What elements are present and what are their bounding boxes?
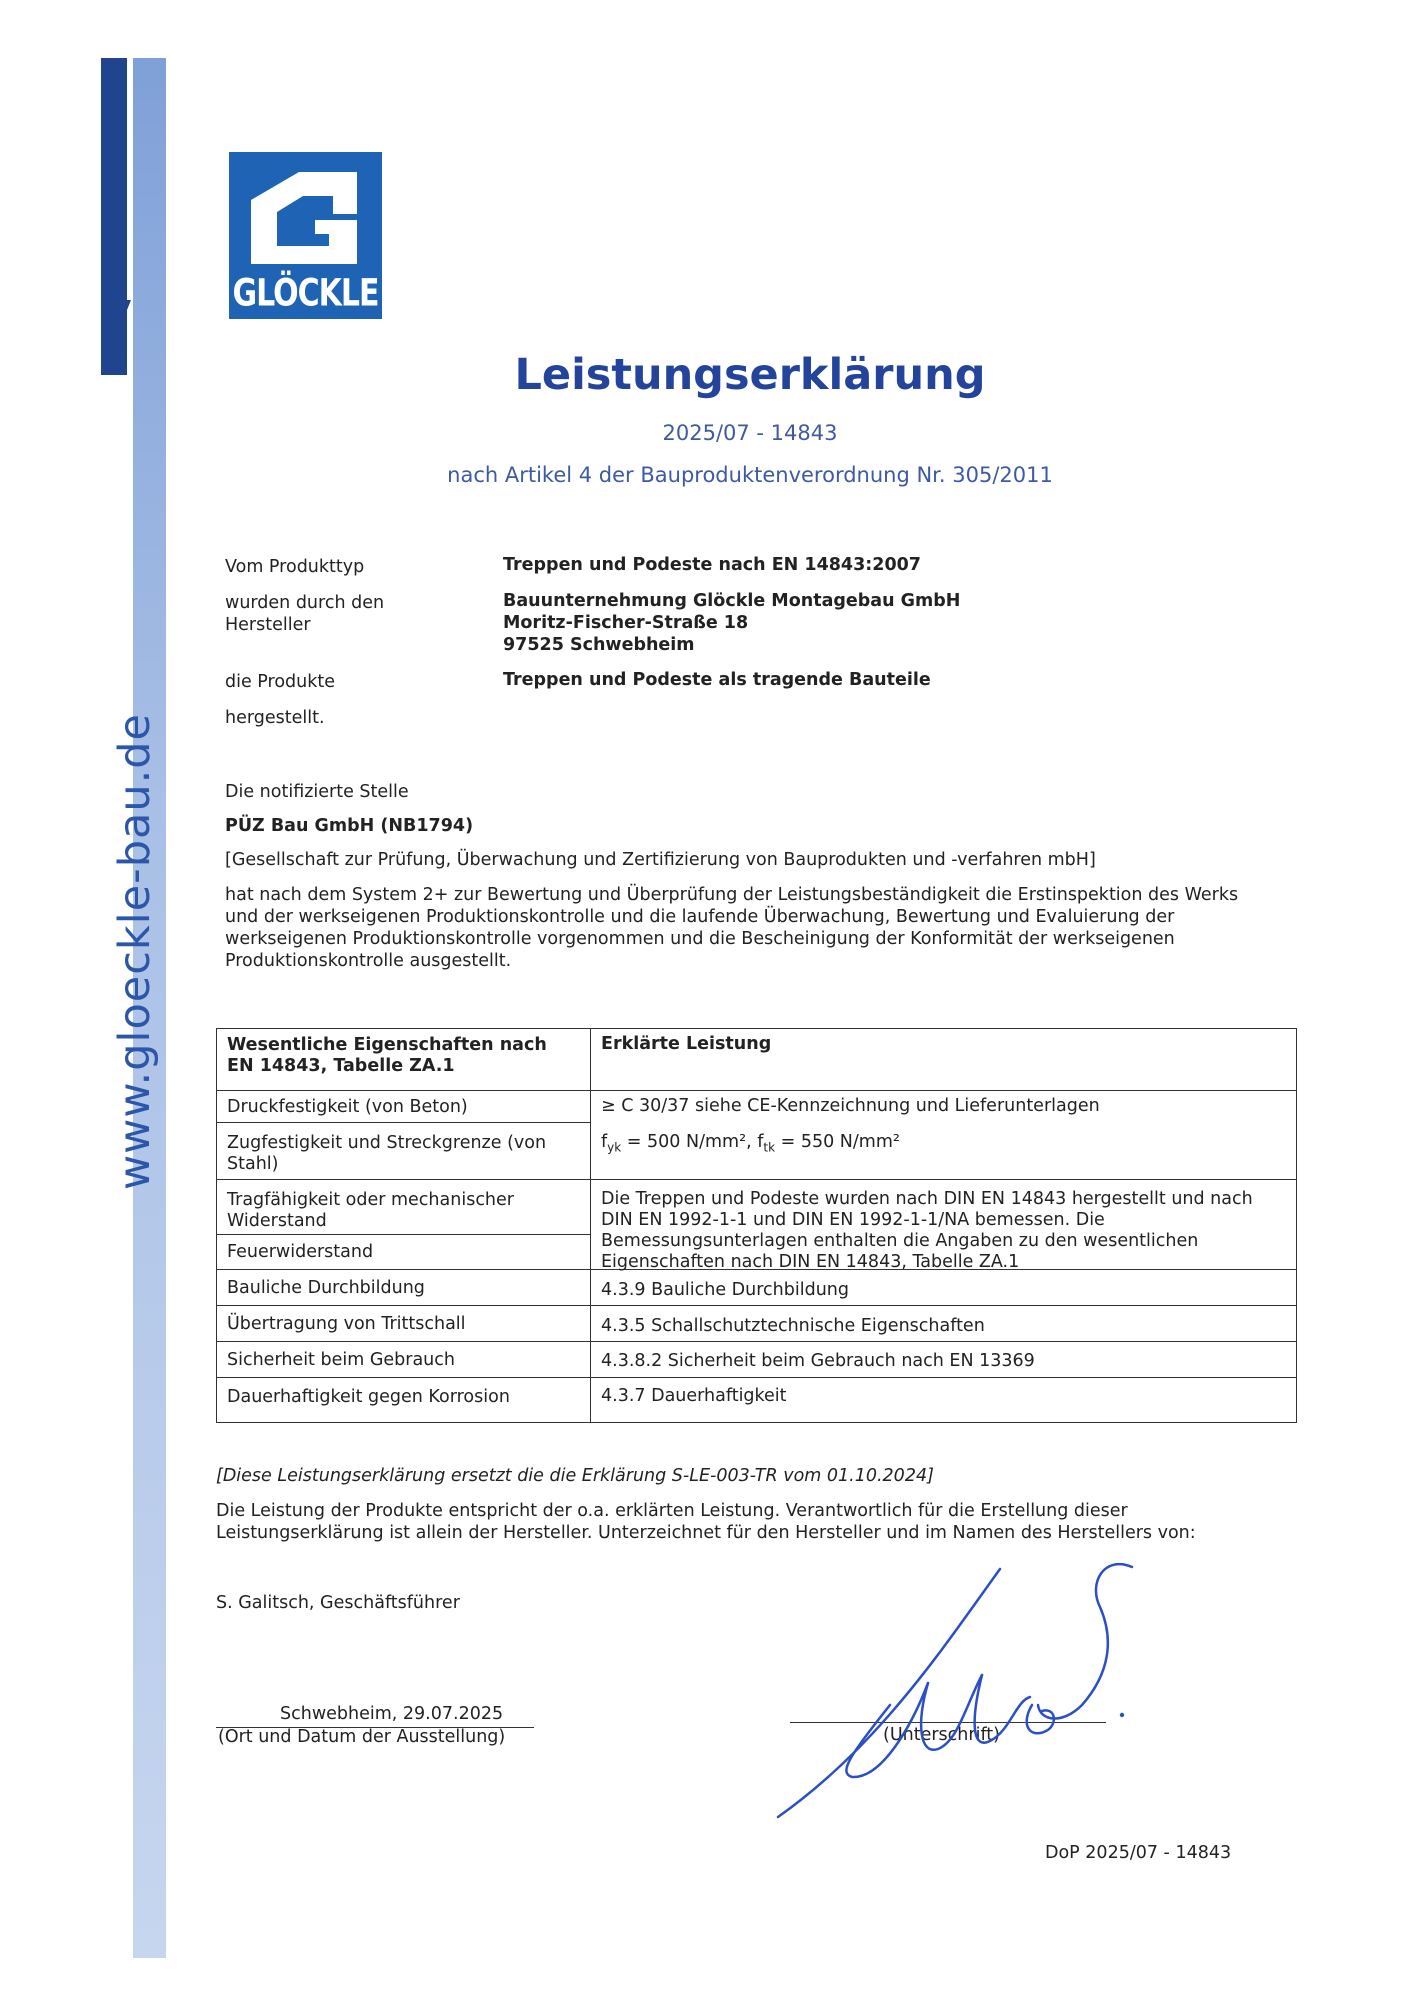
statement-line: hat nach dem System 2+ zur Bewertung und Überprüfung der Leistungsbeständigkeit die Erstinspektion des Werks	[225, 885, 1239, 905]
table-header-divider	[217, 1090, 1296, 1091]
performance-text: = 550 N/mm²	[775, 1132, 900, 1152]
signatory-name: S. Galitsch, Geschäftsführer	[216, 1593, 460, 1613]
product-type-value: Treppen und Podeste nach EN 14843:2007	[503, 555, 921, 575]
property-cell	[227, 1133, 546, 1175]
property-cell: Druckfestigkeit (von Beton)	[227, 1097, 468, 1117]
statement-line: werkseigenen Produktionskontrolle vorgenommen und die Bescheinigung der Konformität der werkseigenen	[225, 929, 1175, 949]
statement-line: und der werkseigenen Produktionskontrolle und die laufende Überwachung, Bewertung und Evaluierung der	[225, 907, 1175, 927]
property-line: Stahl)	[227, 1154, 279, 1174]
performance-cell: 4.3.5 Schallschutztechnische Eigenschaften	[601, 1316, 985, 1336]
place-date-caption: (Ort und Datum der Ausstellung)	[218, 1727, 506, 1747]
notified-body-name: PÜZ Bau GmbH (NB1794)	[225, 816, 474, 836]
properties-table	[216, 1028, 1297, 1423]
products-label: die Produkte	[225, 672, 336, 692]
property-line: Widerstand	[227, 1211, 327, 1231]
table-header-property	[227, 1035, 547, 1077]
performance-subscript: tk	[763, 1140, 776, 1155]
performance-cell: 4.3.7 Dauerhaftigkeit	[601, 1386, 787, 1406]
row-divider	[217, 1305, 1296, 1306]
replacement-note: [Diese Leistungserklärung ersetzt die die Erklärung S-LE-003-TR vom 01.10.2024]	[216, 1466, 934, 1486]
performance-symbol: f	[601, 1132, 608, 1152]
products-value: Treppen und Podeste als tragende Bauteile	[503, 670, 931, 690]
row-divider	[217, 1179, 1296, 1180]
table-header-performance: Erklärte Leistung	[601, 1034, 772, 1054]
notified-body-intro: Die notifizierte Stelle	[225, 782, 409, 802]
property-line: Tragfähigkeit oder mechanischer	[227, 1190, 514, 1210]
signature-caption: (Unterschrift)	[883, 1725, 1000, 1745]
property-cell: Feuerwiderstand	[227, 1242, 374, 1262]
header-line: Wesentliche Eigenschaften nach	[227, 1035, 547, 1055]
performance-cell	[601, 1132, 900, 1159]
statement-line: Produktionskontrolle ausgestellt.	[225, 951, 512, 971]
property-cell: Bauliche Durchbildung	[227, 1278, 425, 1298]
manufacturer-street: Moritz-Fischer-Straße 18	[503, 613, 749, 633]
property-cell: Sicherheit beim Gebrauch	[227, 1350, 455, 1370]
responsibility-statement	[216, 1500, 1196, 1544]
performance-cell: 4.3.9 Bauliche Durchbildung	[601, 1280, 849, 1300]
statement-line: Die Leistung der Produkte entspricht der o.a. erklärten Leistung. Verantwortlich für die Erstellung dieser	[216, 1501, 1128, 1521]
logo-mark-icon	[229, 152, 382, 277]
company-logo	[229, 152, 382, 319]
performance-subscript: yk	[607, 1140, 622, 1155]
page-title: Leistungserklärung	[514, 350, 986, 400]
performance-line: DIN EN 1992-1-1 und DIN EN 1992-1-1/NA bemessen. Die	[601, 1210, 1105, 1230]
row-divider	[217, 1341, 1296, 1342]
product-type-label: Vom Produkttyp	[225, 557, 365, 577]
manufacturer-label-1: wurden durch den	[225, 593, 385, 613]
performance-cell: 4.3.8.2 Sicherheit beim Gebrauch nach EN 13369	[601, 1351, 1035, 1371]
table-column-divider	[590, 1029, 591, 1422]
document-number: 2025/07 - 14843	[662, 421, 838, 445]
property-line: Zugfestigkeit und Streckgrenze (von	[227, 1133, 547, 1153]
performance-line: Eigenschaften nach DIN EN 14843, Tabelle ZA.1	[601, 1252, 1020, 1272]
property-cell: Dauerhaftigkeit gegen Korrosion	[227, 1387, 510, 1407]
property-cell	[227, 1190, 514, 1232]
regulation-reference: nach Artikel 4 der Bauproduktenverordnung Nr. 305/2011	[447, 463, 1053, 487]
handwritten-signature	[770, 1555, 1150, 1835]
property-cell: Übertragung von Trittschall	[227, 1314, 466, 1334]
manufacturer-name: Bauunternehmung Glöckle Montagebau GmbH	[503, 591, 961, 611]
manufacturer-city: 97525 Schwebheim	[503, 635, 695, 655]
place-and-date: Schwebheim, 29.07.2025	[280, 1704, 504, 1724]
performance-line: Die Treppen und Podeste wurden nach DIN EN 14843 hergestellt und nach	[601, 1189, 1253, 1209]
notified-body-full-name: [Gesellschaft zur Prüfung, Überwachung und Zertifizierung von Bauprodukten und -verfahren mbH]	[225, 850, 1096, 870]
logo-wordmark: GLÖCKLE	[232, 271, 379, 316]
website-url: www.gloeckle-bau.de	[110, 712, 160, 1190]
row-divider	[217, 1234, 590, 1235]
header-line: EN 14843, Tabelle ZA.1	[227, 1056, 455, 1076]
statement-line: Leistungserklärung ist allein der Hersteller. Unterzeichnet für den Hersteller und im Namen des Herstellers von:	[216, 1523, 1196, 1543]
performance-cell: ≥ C 30/37 siehe CE-Kennzeichnung und Lieferunterlagen	[601, 1096, 1100, 1116]
notified-body-statement	[225, 884, 1238, 972]
row-divider	[217, 1122, 590, 1123]
performance-line: Bemessungsunterlagen enthalten die Angaben zu den wesentlichen	[601, 1231, 1199, 1251]
performance-text: = 500 N/mm², f	[621, 1132, 764, 1152]
dop-reference: DoP 2025/07 - 14843	[1045, 1843, 1232, 1863]
merged-performance-cell	[601, 1189, 1253, 1273]
row-divider	[217, 1377, 1296, 1378]
produced-label: hergestellt.	[225, 708, 325, 728]
manufacturer-label-2: Hersteller	[225, 615, 311, 635]
